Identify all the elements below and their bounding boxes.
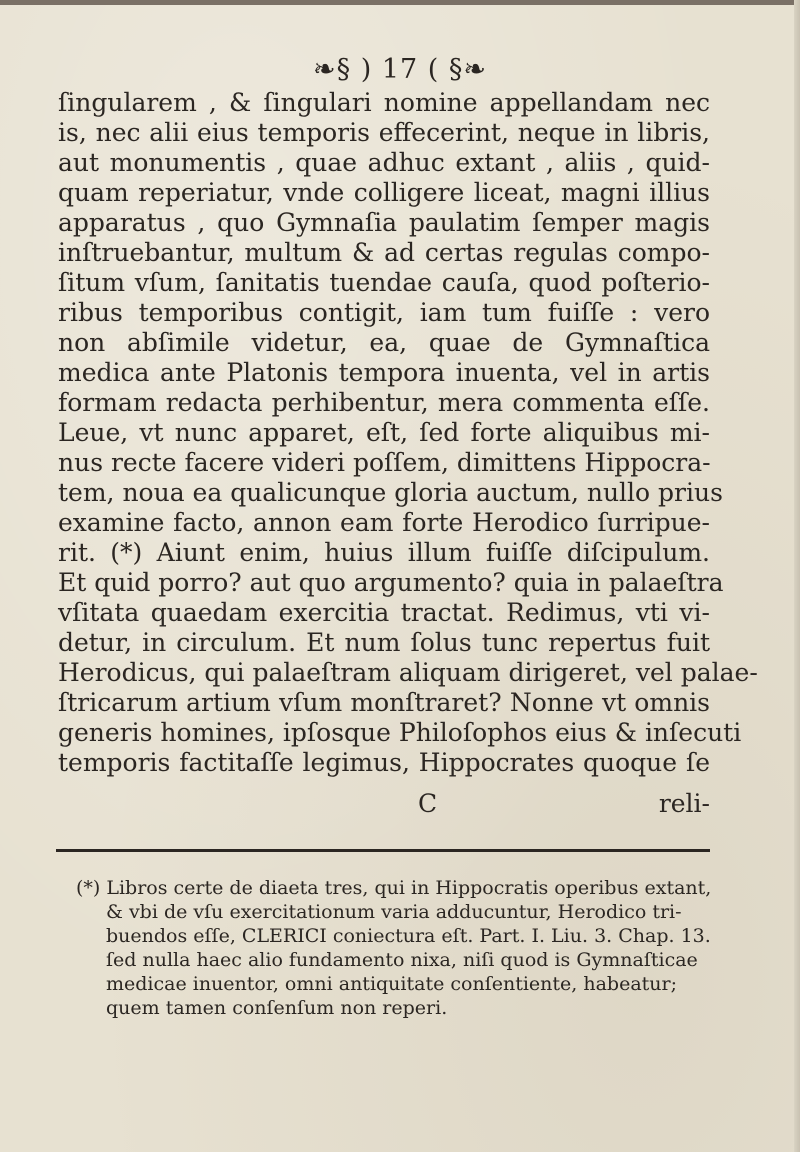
- text-line: apparatus , quo Gymnaſia paulatim ſemper magis: [58, 208, 710, 237]
- text-line: ſingularem , & ſingulari nomine appellandam nec: [58, 88, 710, 117]
- footnote-line: quem tamen conſenſum non reperi.: [106, 997, 448, 1019]
- text-line: ſitum vſum, ſanitatis tuendae cauſa, quod poſterio-: [58, 268, 710, 297]
- main-text-block: [58, 88, 758, 778]
- footnote-block: [76, 876, 712, 1020]
- footnote-line: & vbi de vſu exercitationum varia adducuntur, Herodico tri-: [106, 901, 682, 923]
- text-line: rit. (*) Aiunt enim, huius illum fuiſſe diſcipulum.: [58, 538, 710, 567]
- text-line: is, nec alii eius temporis effecerint, neque in libris,: [58, 118, 710, 147]
- text-line: detur, in circulum. Et num ſolus tunc repertus fuit: [58, 628, 710, 657]
- signature-catchword-line: [58, 789, 710, 819]
- text-line: vſitata quaedam exercitia tractat. Redimus, vti vi-: [58, 598, 710, 627]
- text-line: Et quid porro? aut quo argumento? quia in palaeſtra: [58, 568, 724, 597]
- text-line: non abſimile videtur, ea, quae de Gymnaſtica: [58, 328, 710, 357]
- text-line: examine facto, annon eam forte Herodico ſurripue-: [58, 508, 710, 537]
- footnote-line: buendos eſſe, CLERICI coniectura eſt. Part. I. Liu. 3. Chap. 13.: [106, 925, 711, 947]
- text-line: Leue, vt nunc apparet, eſt, ſed forte aliquibus mi-: [58, 418, 710, 447]
- catchword: reli-: [658, 789, 710, 818]
- text-line: ſtricarum artium vſum monſtraret? Nonne vt omnis: [58, 688, 710, 717]
- text-line: ribus temporibus contigit, iam tum fuiſſe : vero: [58, 298, 710, 327]
- text-line: nus recte facere videri poſſem, dimittens Hippocra-: [58, 448, 711, 477]
- footnote-line: (*) Libros certe de diaeta tres, qui in Hippocratis operibus extant,: [76, 877, 712, 899]
- text-line: medica ante Platonis tempora inuenta, vel in artis: [58, 358, 710, 387]
- text-line: quam reperiatur, vnde colligere liceat, magni illius: [58, 178, 710, 207]
- text-line: formam redacta perhibentur, mera commenta eſſe.: [58, 388, 710, 417]
- text-line: tem, noua ea qualicunque gloria auctum, nullo prius: [58, 478, 723, 507]
- page-top-edge: [0, 0, 800, 5]
- text-line: inſtruebantur, multum & ad certas regulas compo-: [58, 238, 710, 267]
- text-line: generis homines, ipſosque Philoſophos eius & inſecuti: [58, 718, 742, 747]
- text-line: aut monumentis , quae adhuc extant , aliis , quid-: [58, 148, 710, 177]
- text-line: Herodicus, qui palaeſtram aliquam dirigeret, vel palae-: [58, 658, 758, 687]
- page-header: ❧§ ) 17 ( §❧: [313, 54, 487, 85]
- footnote-separator-rule: [56, 849, 710, 852]
- footnote-line: ſed nulla haec alio fundamento nixa, niſi quod is Gymnaſticae: [106, 949, 698, 971]
- footnote-line: medicae inuentor, omni antiquitate conſentiente, habeatur;: [106, 973, 678, 995]
- text-line: temporis factitaſſe legimus, Hippocrates quoque ſe: [58, 748, 710, 777]
- signature-mark: C: [418, 789, 438, 818]
- page-right-edge: [794, 0, 800, 1152]
